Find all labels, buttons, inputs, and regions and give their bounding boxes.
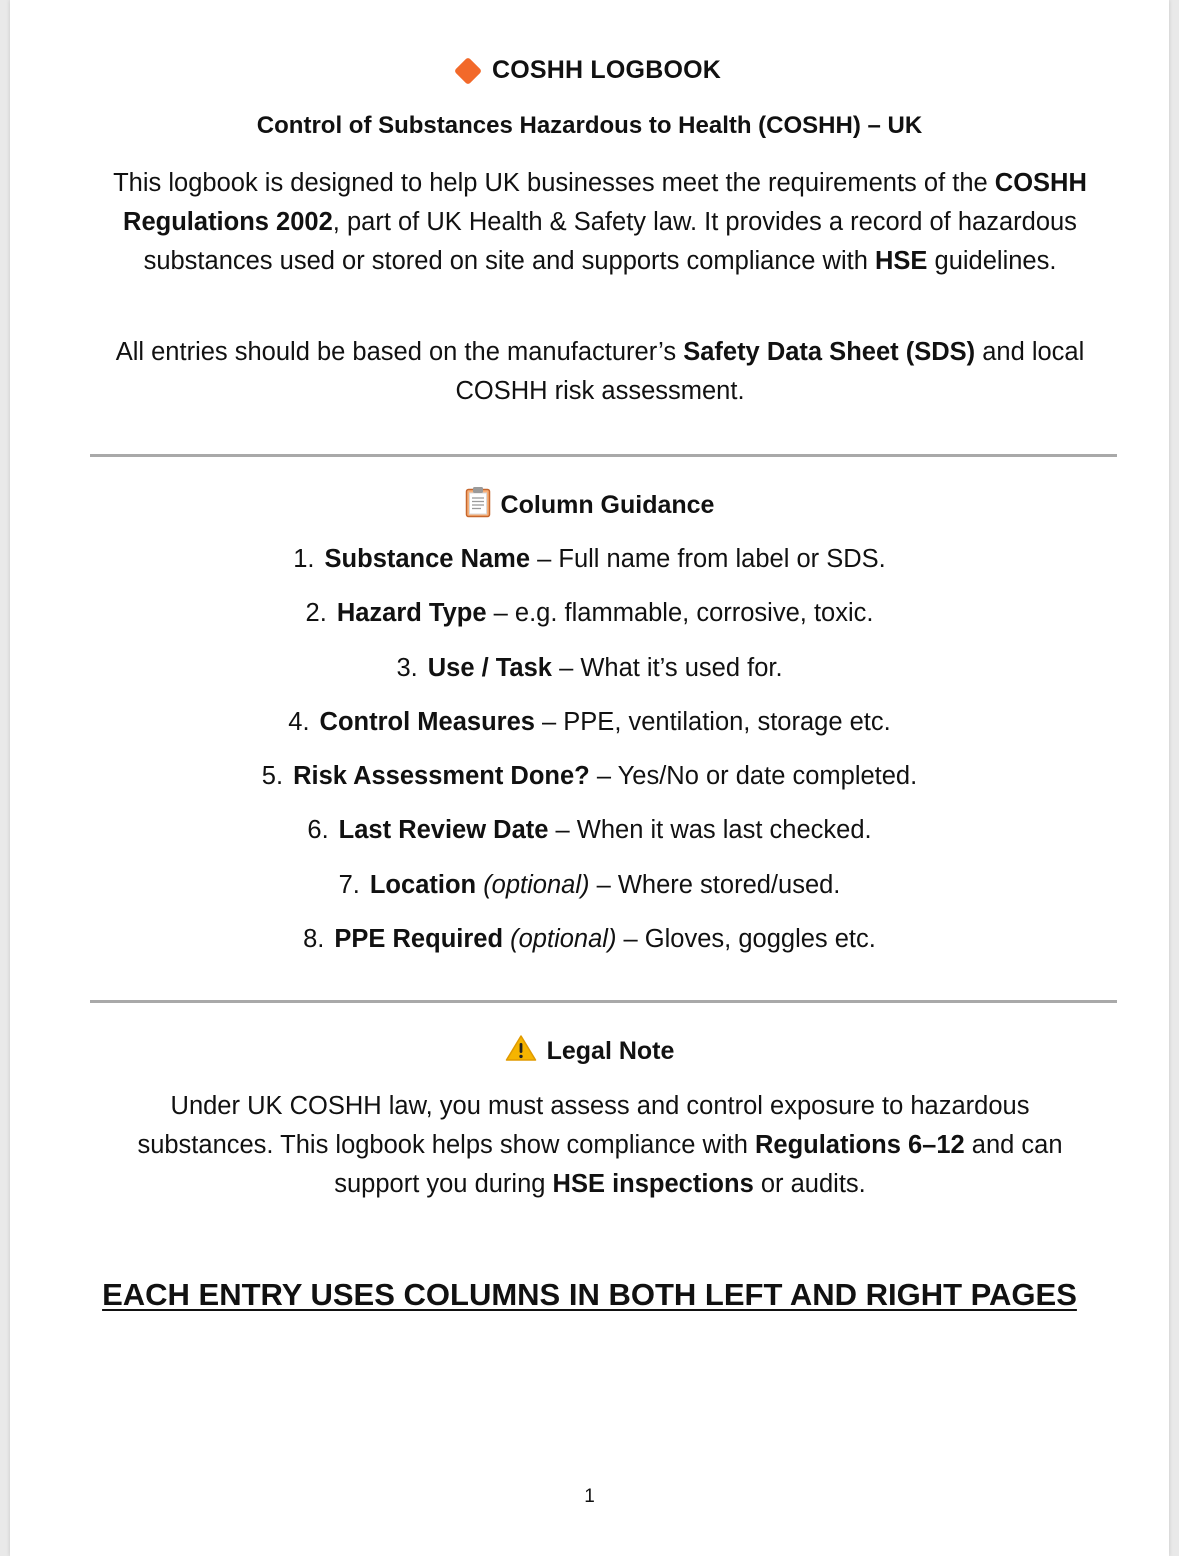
list-number: 1. bbox=[293, 545, 315, 573]
guidance-list-item bbox=[10, 861, 1169, 915]
guidance-list-item bbox=[10, 806, 1169, 860]
column-description: – e.g. flammable, corrosive, toxic. bbox=[486, 599, 874, 628]
column-description: – PPE, ventilation, storage etc. bbox=[534, 707, 891, 736]
clipboard-icon bbox=[465, 486, 491, 525]
legal-paragraph bbox=[100, 1087, 1100, 1204]
document-title bbox=[10, 56, 1169, 85]
legal-bold-regulations: Regulations 6–12 bbox=[754, 1131, 965, 1159]
list-number: 7. bbox=[338, 870, 360, 899]
list-number: 4. bbox=[288, 707, 310, 736]
guidance-list-item bbox=[10, 644, 1169, 698]
divider bbox=[90, 1000, 1117, 1003]
intro-text-1: This logbook is designed to help UK businesses meet the requirements of the bbox=[113, 169, 995, 197]
guidance-list-item bbox=[10, 915, 1169, 969]
list-number: 8. bbox=[303, 925, 325, 954]
guidance-list-item bbox=[10, 589, 1169, 643]
document-page bbox=[10, 0, 1169, 1556]
guidance-list-item bbox=[10, 535, 1169, 589]
divider bbox=[90, 454, 1117, 457]
guidance-list-item bbox=[10, 698, 1169, 752]
column-description: – What it’s used for. bbox=[551, 653, 783, 682]
document-subtitle: Control of Substances Hazardous to Health (COSHH) – UK bbox=[256, 112, 923, 139]
legal-text-2: and can support you during bbox=[334, 1131, 1063, 1198]
column-term: Last Review Date bbox=[338, 816, 549, 845]
orange-diamond-icon bbox=[454, 56, 482, 84]
intro-paragraph bbox=[100, 164, 1100, 281]
legal-text-1: Under UK COSHH law, you must assess and control exposure to hazardous substances. This logbook helps show compliance with bbox=[137, 1092, 1030, 1159]
column-description: – Yes/No or date completed. bbox=[589, 762, 918, 791]
intro-bold-hse: HSE bbox=[874, 247, 928, 275]
list-number: 3. bbox=[396, 653, 418, 682]
sds-text-2: and local COSHH risk assessment. bbox=[455, 338, 1085, 405]
column-description: – Where stored/used. bbox=[589, 870, 841, 899]
title-text: COSHH LOGBOOK bbox=[492, 56, 721, 84]
guidance-heading-text: Column Guidance bbox=[500, 491, 715, 519]
legal-bold-hse: HSE inspections bbox=[552, 1170, 754, 1198]
column-description: – Full name from label or SDS. bbox=[530, 545, 886, 573]
guidance-heading bbox=[10, 486, 1169, 525]
list-number: 2. bbox=[305, 599, 327, 628]
warning-icon bbox=[505, 1034, 537, 1069]
column-term: Use / Task bbox=[427, 653, 552, 682]
column-term: Substance Name bbox=[324, 545, 531, 573]
sds-text-1: All entries should be based on the manufacturer’s bbox=[115, 338, 684, 366]
legal-heading bbox=[10, 1034, 1169, 1069]
column-description: – When it was last checked. bbox=[548, 816, 872, 845]
list-number: 6. bbox=[307, 816, 329, 845]
optional-marker: (optional) bbox=[503, 925, 617, 954]
column-description: – Gloves, goggles etc. bbox=[616, 925, 876, 954]
guidance-list-item bbox=[10, 752, 1169, 806]
list-number: 5. bbox=[261, 762, 284, 791]
legal-text-3: or audits. bbox=[753, 1170, 866, 1198]
column-term: PPE Required bbox=[334, 925, 504, 954]
sds-paragraph bbox=[100, 333, 1100, 411]
page-number: 1 bbox=[584, 1486, 595, 1507]
legal-heading-text: Legal Note bbox=[546, 1037, 675, 1065]
entry-columns-banner: EACH ENTRY USES COLUMNS IN BOTH LEFT AND RIGHT PAGES bbox=[102, 1277, 1077, 1312]
column-term: Risk Assessment Done? bbox=[293, 762, 590, 791]
sds-bold: Safety Data Sheet (SDS) bbox=[683, 338, 976, 366]
column-term: Hazard Type bbox=[336, 599, 487, 628]
optional-marker: (optional) bbox=[476, 870, 590, 899]
intro-bold-regulations: COSHH Regulations 2002 bbox=[123, 169, 1087, 236]
column-guidance-list bbox=[10, 535, 1169, 969]
column-term: Control Measures bbox=[319, 707, 535, 736]
intro-text-2: , part of UK Health & Safety law. It provides a record of hazardous substances used or stored on site and supports compliance with bbox=[143, 208, 1077, 275]
column-term: Location bbox=[369, 870, 477, 899]
intro-text-3: guidelines. bbox=[927, 247, 1057, 275]
